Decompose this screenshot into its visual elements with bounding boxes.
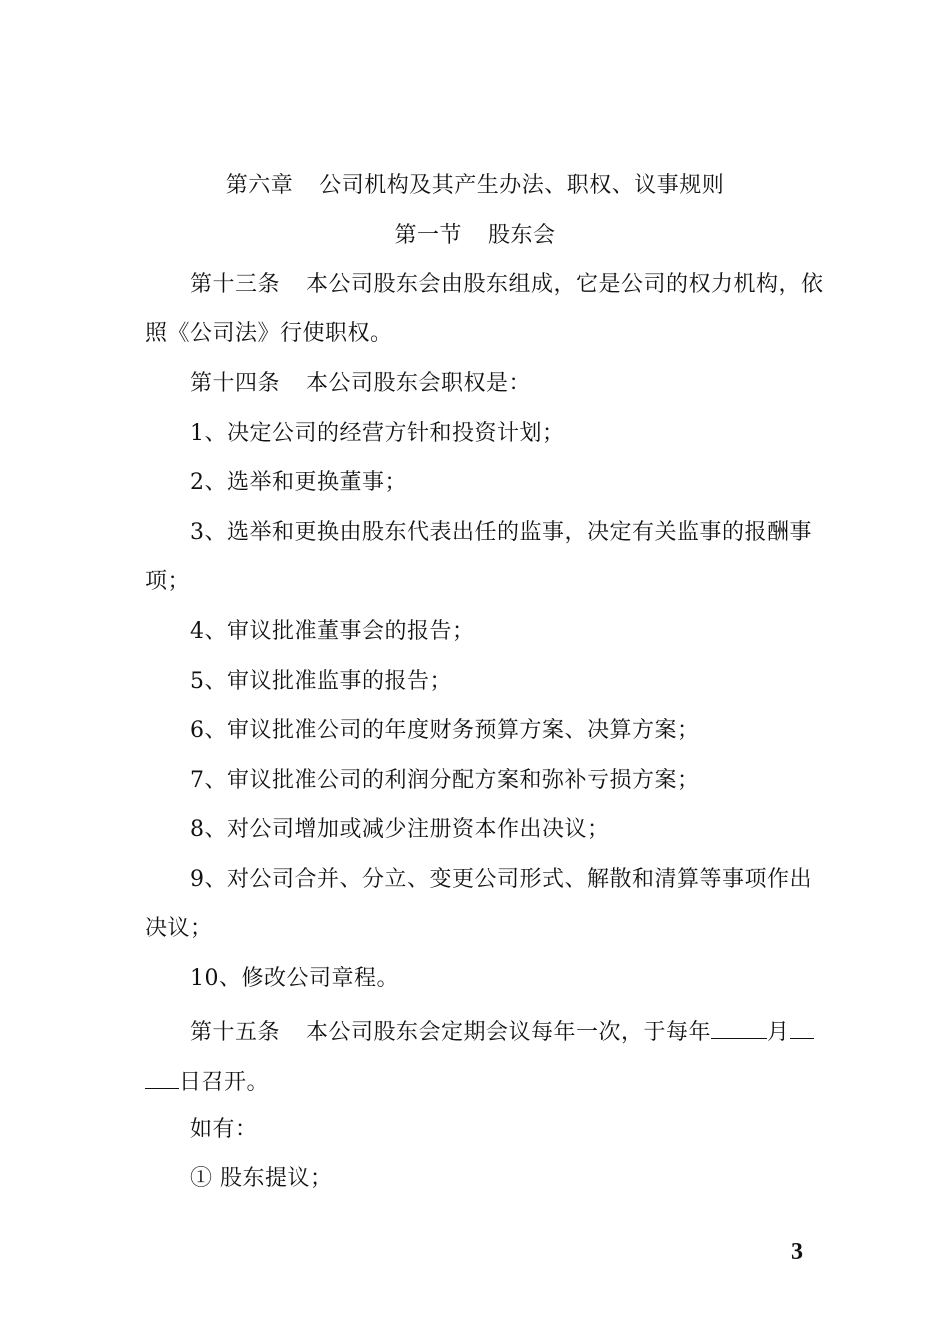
power-item-5: 5、审议批准监事的报告；: [190, 669, 452, 694]
section-title-text: 股东会: [488, 223, 556, 248]
month-blank: [711, 1016, 767, 1039]
power-item-10: 10、修改公司章程。: [190, 966, 399, 991]
power-item-4: 4、审议批准董事会的报告；: [190, 619, 475, 644]
day-blank-part-2: [145, 1066, 179, 1089]
day-suffix: 日召开。: [179, 1070, 270, 1095]
article-13-line-2: 照《公司法》行使职权。: [145, 321, 393, 346]
article-13-text: 本公司股东会由股东组成，它是公司的权力机构，依: [306, 272, 824, 297]
article-13-label: 第十三条: [190, 272, 281, 297]
article-14: [190, 370, 531, 398]
power-item-9-line-1: 9、对公司合并、分立、变更公司形式、解散和清算等事项作出: [190, 867, 812, 892]
article-14-label: 第十四条: [190, 371, 281, 396]
power-item-6: 6、审议批准公司的年度财务预算方案、决算方案；: [190, 718, 700, 743]
article-13-line-1: [190, 271, 824, 299]
chapter-number: 第六章: [225, 173, 294, 198]
article-15-line-1: [190, 1016, 814, 1047]
power-item-8: 8、对公司增加或减少注册资本作出决议；: [190, 817, 610, 842]
article-15-line-2: [145, 1066, 269, 1097]
page-number: 3: [791, 1239, 803, 1265]
section-number: 第一节: [394, 223, 462, 248]
power-item-3-line-1: 3、选举和更换由股东代表出任的监事，决定有关监事的报酬事: [190, 520, 812, 545]
power-item-7: 7、审议批准公司的利润分配方案和弥补亏损方案；: [190, 768, 700, 793]
chapter-title-text: 公司机构及其产生办法、职权、议事规则: [319, 173, 725, 198]
section-title: [0, 222, 950, 250]
day-blank-part-1: [790, 1016, 814, 1039]
ruyou-line: 如有：: [190, 1117, 258, 1142]
item-1-shareholder-proposal: ① 股东提议；: [190, 1166, 333, 1191]
power-item-2: 2、选举和更换董事；: [190, 470, 407, 495]
article-15-label: 第十五条: [190, 1020, 281, 1045]
article-14-text: 本公司股东会职权是：: [306, 371, 532, 396]
month-label: 月: [767, 1020, 790, 1045]
article-15-text: 本公司股东会定期会议每年一次，于每年: [306, 1020, 712, 1045]
power-item-9-line-2: 决议；: [145, 916, 213, 941]
power-item-3-line-2: 项；: [145, 569, 191, 594]
power-item-1: 1、决定公司的经营方针和投资计划；: [190, 421, 565, 446]
chapter-title: [0, 172, 950, 200]
